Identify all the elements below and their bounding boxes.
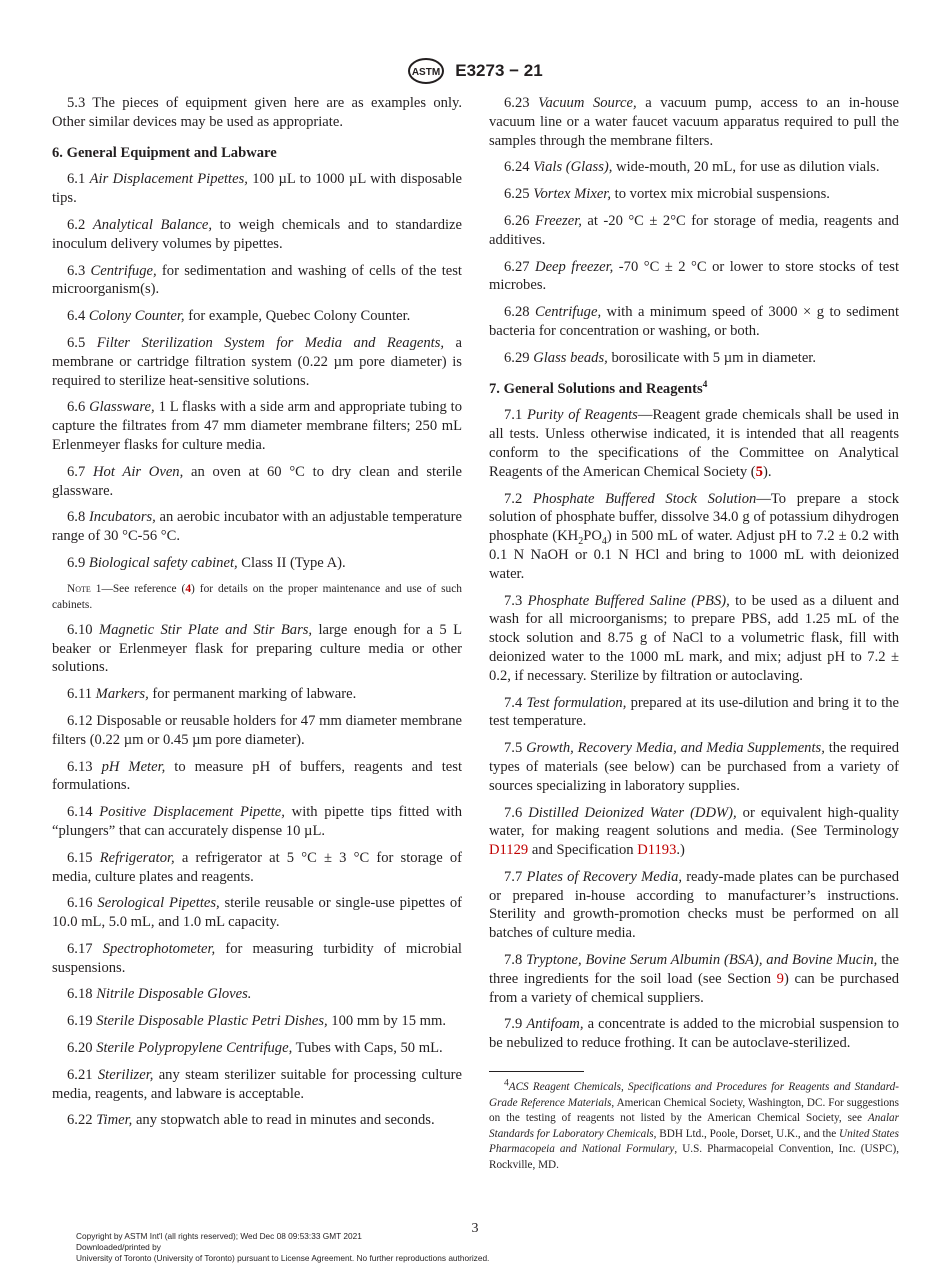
item-description: a vacuum pump, access to an in-house vacuum line or a water faucet vacuum apparatus required to pull the samples through the membrane filters.: [489, 95, 899, 149]
item-number: 6.13: [67, 758, 93, 775]
astm-logo-icon: [407, 57, 445, 85]
item-number: 6.16: [67, 895, 93, 912]
para-term: Antifoam,: [526, 1016, 584, 1033]
equipment-item: [52, 1066, 462, 1104]
item-number: 6.1: [67, 171, 86, 188]
item-description: an aerobic incubator with an adjustable temperature range of 30 °C-56 °C.: [52, 509, 462, 545]
item-term: Deep freezer,: [535, 258, 614, 275]
para-text: ) can be purchased from a variety of chemical suppliers.: [489, 970, 899, 1006]
item-term: pH Meter,: [101, 758, 166, 775]
item-number: 6.2: [67, 216, 86, 233]
item-term: Vacuum Source,: [538, 95, 637, 111]
para-num: 7.9: [504, 1016, 523, 1033]
item-term: Filter Sterilization System for Media and Reagents,: [96, 334, 445, 351]
note-label: Note 1: [67, 582, 102, 595]
equipment-list-c: [489, 94, 899, 368]
item-number: 6.28: [504, 304, 530, 321]
item-number: 6.11: [67, 686, 92, 703]
para-text: PO: [583, 528, 602, 545]
item-description: to measure pH of buffers, reagents and test formulations.: [52, 758, 462, 794]
equipment-item: [52, 621, 462, 677]
item-description: for example, Quebec Colony Counter.: [184, 308, 411, 325]
item-description: sterile reusable or single-use pipettes of 10.0 mL, 5.0 mL, and 1.0 mL capacity.: [52, 895, 463, 931]
paragraph-7-4: [489, 694, 899, 732]
equipment-item: [489, 185, 899, 204]
item-description: -70 °C ± 2 °C or lower to store stocks of test microbes.: [489, 258, 899, 294]
item-description: Class II (Type A).: [237, 554, 346, 571]
equipment-list-a: [52, 170, 462, 572]
item-number: 6.5: [67, 334, 86, 351]
footnote-title: ACS Reagent Chemicals, Specifications and Procedures for Reagents and Standard-Grade Reference Materials: [489, 1081, 899, 1109]
item-description: any steam sterilizer suitable for processing culture media, reagents, and labware is acceptable.: [52, 1066, 463, 1102]
para-num: 7.8: [504, 952, 523, 969]
item-term: Air Displacement Pipettes,: [89, 171, 248, 188]
footnote-text: , American Chemical Society, Washington, DC. For suggestions on the testing of reagents not listed by the American Chemical Society, see: [489, 1096, 899, 1125]
item-term: Serological Pipettes,: [97, 895, 220, 912]
item-description: Tubes with Caps, 50 mL.: [292, 1040, 443, 1057]
paragraph-7-5: [489, 739, 899, 795]
item-number: 6.14: [67, 804, 93, 821]
equipment-item: [52, 463, 462, 501]
item-number: 6.3: [67, 262, 86, 279]
para-num: 7.5: [504, 740, 523, 757]
item-description: borosilicate with 5 µm in diameter.: [607, 349, 817, 366]
para-text-end: ).: [762, 463, 772, 480]
equipment-item: [489, 212, 899, 250]
equipment-item: [489, 258, 899, 296]
item-description: at -20 °C ± 2°C for storage of media, reagents and additives.: [489, 212, 899, 248]
equipment-item: [52, 508, 462, 546]
item-number: 6.20: [67, 1040, 93, 1057]
equipment-item: [52, 216, 462, 254]
specification-link[interactable]: D1193: [637, 842, 677, 859]
item-term: Positive Displacement Pipette,: [99, 804, 285, 821]
para-term: Distilled Deionized Water (DDW),: [528, 804, 737, 821]
equipment-item: [52, 894, 462, 932]
equipment-item: [52, 712, 462, 750]
item-term: Incubators,: [88, 509, 156, 526]
item-description: wide-mouth, 20 mL, for use as dilution vials.: [612, 159, 880, 176]
right-column: [489, 94, 899, 1173]
item-term: Glassware,: [89, 399, 155, 416]
footnote-text: , BDH Ltd., Poole, Dorset, U.K., and the: [653, 1127, 839, 1140]
item-term: Magnetic Stir Plate and Stir Bars,: [98, 621, 313, 638]
equipment-item: [52, 334, 462, 390]
item-number: 6.27: [504, 258, 530, 275]
para-term: Tryptone, Bovine Serum Albumin (BSA), and Bovine Mucin,: [526, 952, 878, 969]
paragraph-7-1: [489, 406, 899, 481]
para-term: Purity of Reagents: [527, 407, 638, 424]
equipment-item: [489, 349, 899, 368]
para-num: 7.2: [504, 490, 523, 507]
download-line: Downloaded/printed by: [76, 1242, 161, 1252]
para-text: —Reagent grade chemicals shall be used in all tests. Unless otherwise indicated, it is intended that all reagents conform to the specifications of the Committee on Analytical Reagents of the American Chemical Society (: [489, 407, 899, 480]
para-text: ready-made plates can be purchased or prepared in-house according to manufacturer’s instructions. Sterility and growth-promotion checks must be performed on all batches of culture media.: [489, 868, 900, 942]
para-num: 7.7: [504, 868, 523, 885]
item-number: 6.15: [67, 849, 93, 866]
item-term: Sterile Polypropylene Centrifuge,: [96, 1040, 293, 1057]
paragraph-5-3: 5.3 The pieces of equipment given here are as examples only. Other similar devices may be used as appropriate.: [52, 95, 462, 130]
equipment-item: [52, 398, 462, 454]
item-number: 6.8: [67, 509, 86, 526]
footnote-marker[interactable]: 4: [702, 379, 708, 390]
para-text: to be used as a diluent and wash for all microorganisms; to prepare PBS, add 1.25 mL of the stock solution and 8.75 g of NaCl to a volumetric flask, fill with deionized water to the 1000 mL mark, and mix; adjust pH to 7.2 ± 0.2, if necessary. Sterilize by filtration or autoclaving.: [489, 592, 899, 684]
item-description: a membrane or cartridge filtration system (0.22 µm pore diameter) is required to sterilize heat-sensitive solutions.: [52, 334, 462, 389]
para-term: Plates of Recovery Media,: [526, 868, 683, 885]
para-text: a concentrate is added to the microbial suspension to be nebulized to reduce frothing. It can be autoclave-sterilized.: [489, 1016, 899, 1052]
para-text: the three ingredients for the soil load (see Section: [489, 952, 899, 987]
paragraph-7-3: [489, 592, 899, 686]
reference-link[interactable]: 4: [185, 582, 192, 595]
item-term: Colony Counter,: [88, 308, 185, 325]
footnote-divider: [489, 1071, 584, 1072]
equipment-item: [52, 685, 462, 704]
item-description: to vortex mix microbial suspensions.: [611, 186, 830, 203]
para-term: Growth, Recovery Media, and Media Supplements,: [526, 740, 825, 757]
paragraph-7-2: [489, 490, 899, 584]
equipment-item: [489, 158, 899, 177]
para-term: Phosphate Buffered Stock Solution: [532, 490, 757, 507]
item-description: 100 mm by 15 mm.: [327, 1013, 447, 1030]
para-text: —To prepare a stock solution of phosphate buffer, dissolve 34.0 g of potassium dihydrogen phosphate (KH: [489, 490, 899, 545]
para-text: or equivalent high-quality water, for making reagent solutions and media. (See Terminology: [489, 804, 899, 840]
item-term: Sterilizer,: [97, 1066, 154, 1083]
footnote-text: , U.S. Pharmacopeial Convention, Inc. (USPC), Rockville, MD.: [489, 1143, 899, 1171]
item-description: any stopwatch able to read in minutes and seconds.: [132, 1112, 435, 1129]
equipment-item: [489, 94, 899, 150]
item-term: Vortex Mixer,: [533, 186, 612, 203]
item-number: 6.22: [67, 1112, 93, 1129]
equipment-item: [52, 758, 462, 796]
license-line: University of Toronto (University of Toronto) pursuant to License Agreement. No further reproductions authorized.: [76, 1253, 490, 1263]
item-term: Glass beads,: [533, 349, 608, 366]
equipment-item: [52, 940, 462, 978]
footnote-4: [489, 1080, 899, 1173]
equipment-item: [52, 1012, 462, 1031]
equipment-list-b: [52, 621, 462, 1131]
equipment-item: [52, 262, 462, 300]
equipment-item: [52, 985, 462, 1004]
paragraph-7-8: [489, 951, 899, 1007]
item-term: Analytical Balance,: [92, 216, 212, 233]
document-id: E3273 − 21: [455, 61, 543, 80]
item-number: 6.23: [504, 95, 530, 111]
section-7-heading: [489, 380, 899, 399]
item-term: Sterile Disposable Plastic Petri Dishes,: [96, 1013, 328, 1030]
page-number: 3: [471, 1221, 479, 1236]
item-number: 6.7: [67, 463, 86, 480]
item-number: 6.10: [67, 621, 93, 638]
equipment-item: [52, 554, 462, 573]
item-description: a refrigerator at 5 °C ± 3 °C for storage of media, culture plates and reagents.: [52, 849, 462, 885]
item-description: 1 L flasks with a side arm and appropriate tubing to capture the filtrates from 47 mm diameter membrane filters; 250 mL Erlenmeyer flasks for culture media.: [52, 399, 462, 453]
equipment-item: [52, 1039, 462, 1058]
item-number: 6.26: [504, 212, 530, 229]
section-6-heading: 6. General Equipment and Labware: [52, 144, 277, 161]
item-term: Freezer,: [535, 212, 582, 229]
item-description: for sedimentation and washing of cells of the test microorganism(s).: [52, 262, 462, 298]
note-text-end: ) for details on the proper maintenance and use of such cabinets.: [52, 582, 462, 611]
item-description: for measuring turbidity of microbial suspensions.: [52, 940, 462, 976]
item-number: 6.4: [67, 308, 86, 325]
equipment-item: [52, 1111, 462, 1130]
subscript: 2: [578, 536, 584, 548]
item-term: Nitrile Disposable Gloves.: [96, 986, 252, 1003]
item-number: 6.25: [504, 186, 530, 203]
item-number: 6.19: [67, 1013, 93, 1030]
copyright-footer: [76, 1231, 489, 1264]
equipment-item: [52, 849, 462, 887]
left-column: [52, 94, 462, 1138]
item-number: 6.24: [504, 159, 530, 176]
reference-link[interactable]: 5: [755, 463, 763, 480]
item-number: 6.29: [504, 349, 530, 366]
svg-text:ASTM: ASTM: [412, 67, 441, 78]
item-term: Hot Air Oven,: [93, 463, 184, 480]
footnote-number: 4: [504, 1078, 509, 1089]
item-term: Markers,: [95, 686, 149, 703]
para-num: 7.3: [504, 592, 523, 609]
footnote-title: United States Pharmacopeia and National Formulary: [489, 1127, 899, 1156]
para-term: Phosphate Buffered Saline (PBS),: [527, 592, 730, 609]
item-term: Spectrophotometer,: [102, 940, 216, 957]
item-description: 100 µL to 1000 µL with disposable tips.: [52, 171, 462, 207]
item-number: 6.21: [67, 1066, 93, 1083]
para-num: 7.1: [504, 407, 523, 424]
equipment-item: [52, 307, 462, 326]
item-number: 6.18: [67, 986, 93, 1003]
paragraph-7-9: [489, 1015, 899, 1053]
equipment-item: [52, 803, 462, 841]
item-term: Centrifuge,: [90, 262, 157, 279]
item-description: Disposable or reusable holders for 47 mm diameter membrane filters (0.22 µm or 0.45 µm pore diameter).: [52, 712, 463, 748]
note-text: —See reference (: [101, 582, 186, 595]
para-text: and Specification: [528, 842, 638, 859]
paragraph-7-6: [489, 804, 899, 860]
item-description: large enough for a 5 L beaker or Erlenmeyer flask for preparing culture media or other solutions.: [52, 621, 462, 676]
item-number: 6.9: [67, 554, 86, 571]
page-header: [0, 57, 950, 85]
subscript: 4: [601, 536, 607, 548]
para-text: the required types of materials (see below) can be purchased from a variety of sources specializing in laboratory supplies.: [489, 740, 900, 794]
para-text: .): [676, 842, 685, 859]
item-number: 6.17: [67, 940, 93, 957]
para-num: 7.4: [504, 694, 523, 711]
item-description: to weigh chemicals and to standardize inoculum delivery volumes by pipettes.: [52, 216, 462, 252]
section-link[interactable]: 9: [776, 970, 784, 987]
equipment-item: [489, 303, 899, 341]
para-text: prepared at its use-dilution and bring it to the test temperature.: [489, 694, 899, 730]
item-term: Refrigerator,: [99, 849, 175, 866]
item-term: Biological safety cabinet,: [88, 554, 238, 571]
item-description: an oven at 60 °C to dry clean and sterile glassware.: [52, 463, 462, 499]
note-1: [52, 581, 462, 613]
para-term: Test formulation,: [526, 694, 627, 711]
para-num: 7.6: [504, 804, 523, 821]
item-description: for permanent marking of labware.: [148, 686, 357, 703]
item-number: 6.12: [67, 712, 93, 729]
item-description: with a minimum speed of 3000 × g to sediment bacteria for concentration or washing, or both.: [489, 304, 899, 339]
item-number: 6.6: [67, 399, 86, 416]
paragraph-7-7: [489, 868, 899, 943]
terminology-link[interactable]: D1129: [489, 842, 529, 859]
item-term: Vials (Glass),: [533, 159, 613, 176]
equipment-item: [52, 170, 462, 208]
para-text: ) in 500 mL of water. Adjust pH to 7.2 ± 0.2 with 0.1 N NaOH or 0.1 N HCl and bring to 1000 mL with deionized water.: [489, 528, 899, 582]
section-7-title: 7. General Solutions and Reagents: [489, 380, 703, 397]
copyright-line: Copyright by ASTM Int'l (all rights reserved); Wed Dec 08 09:53:33 GMT 2021: [76, 1231, 362, 1241]
item-term: Timer,: [96, 1112, 133, 1129]
item-description: with pipette tips fitted with “plungers” that can accurately dispense 10 µL.: [52, 804, 462, 839]
footnote-title: Analar Standards for Laboratory Chemicals: [489, 1112, 899, 1140]
item-term: Centrifuge,: [535, 304, 602, 321]
